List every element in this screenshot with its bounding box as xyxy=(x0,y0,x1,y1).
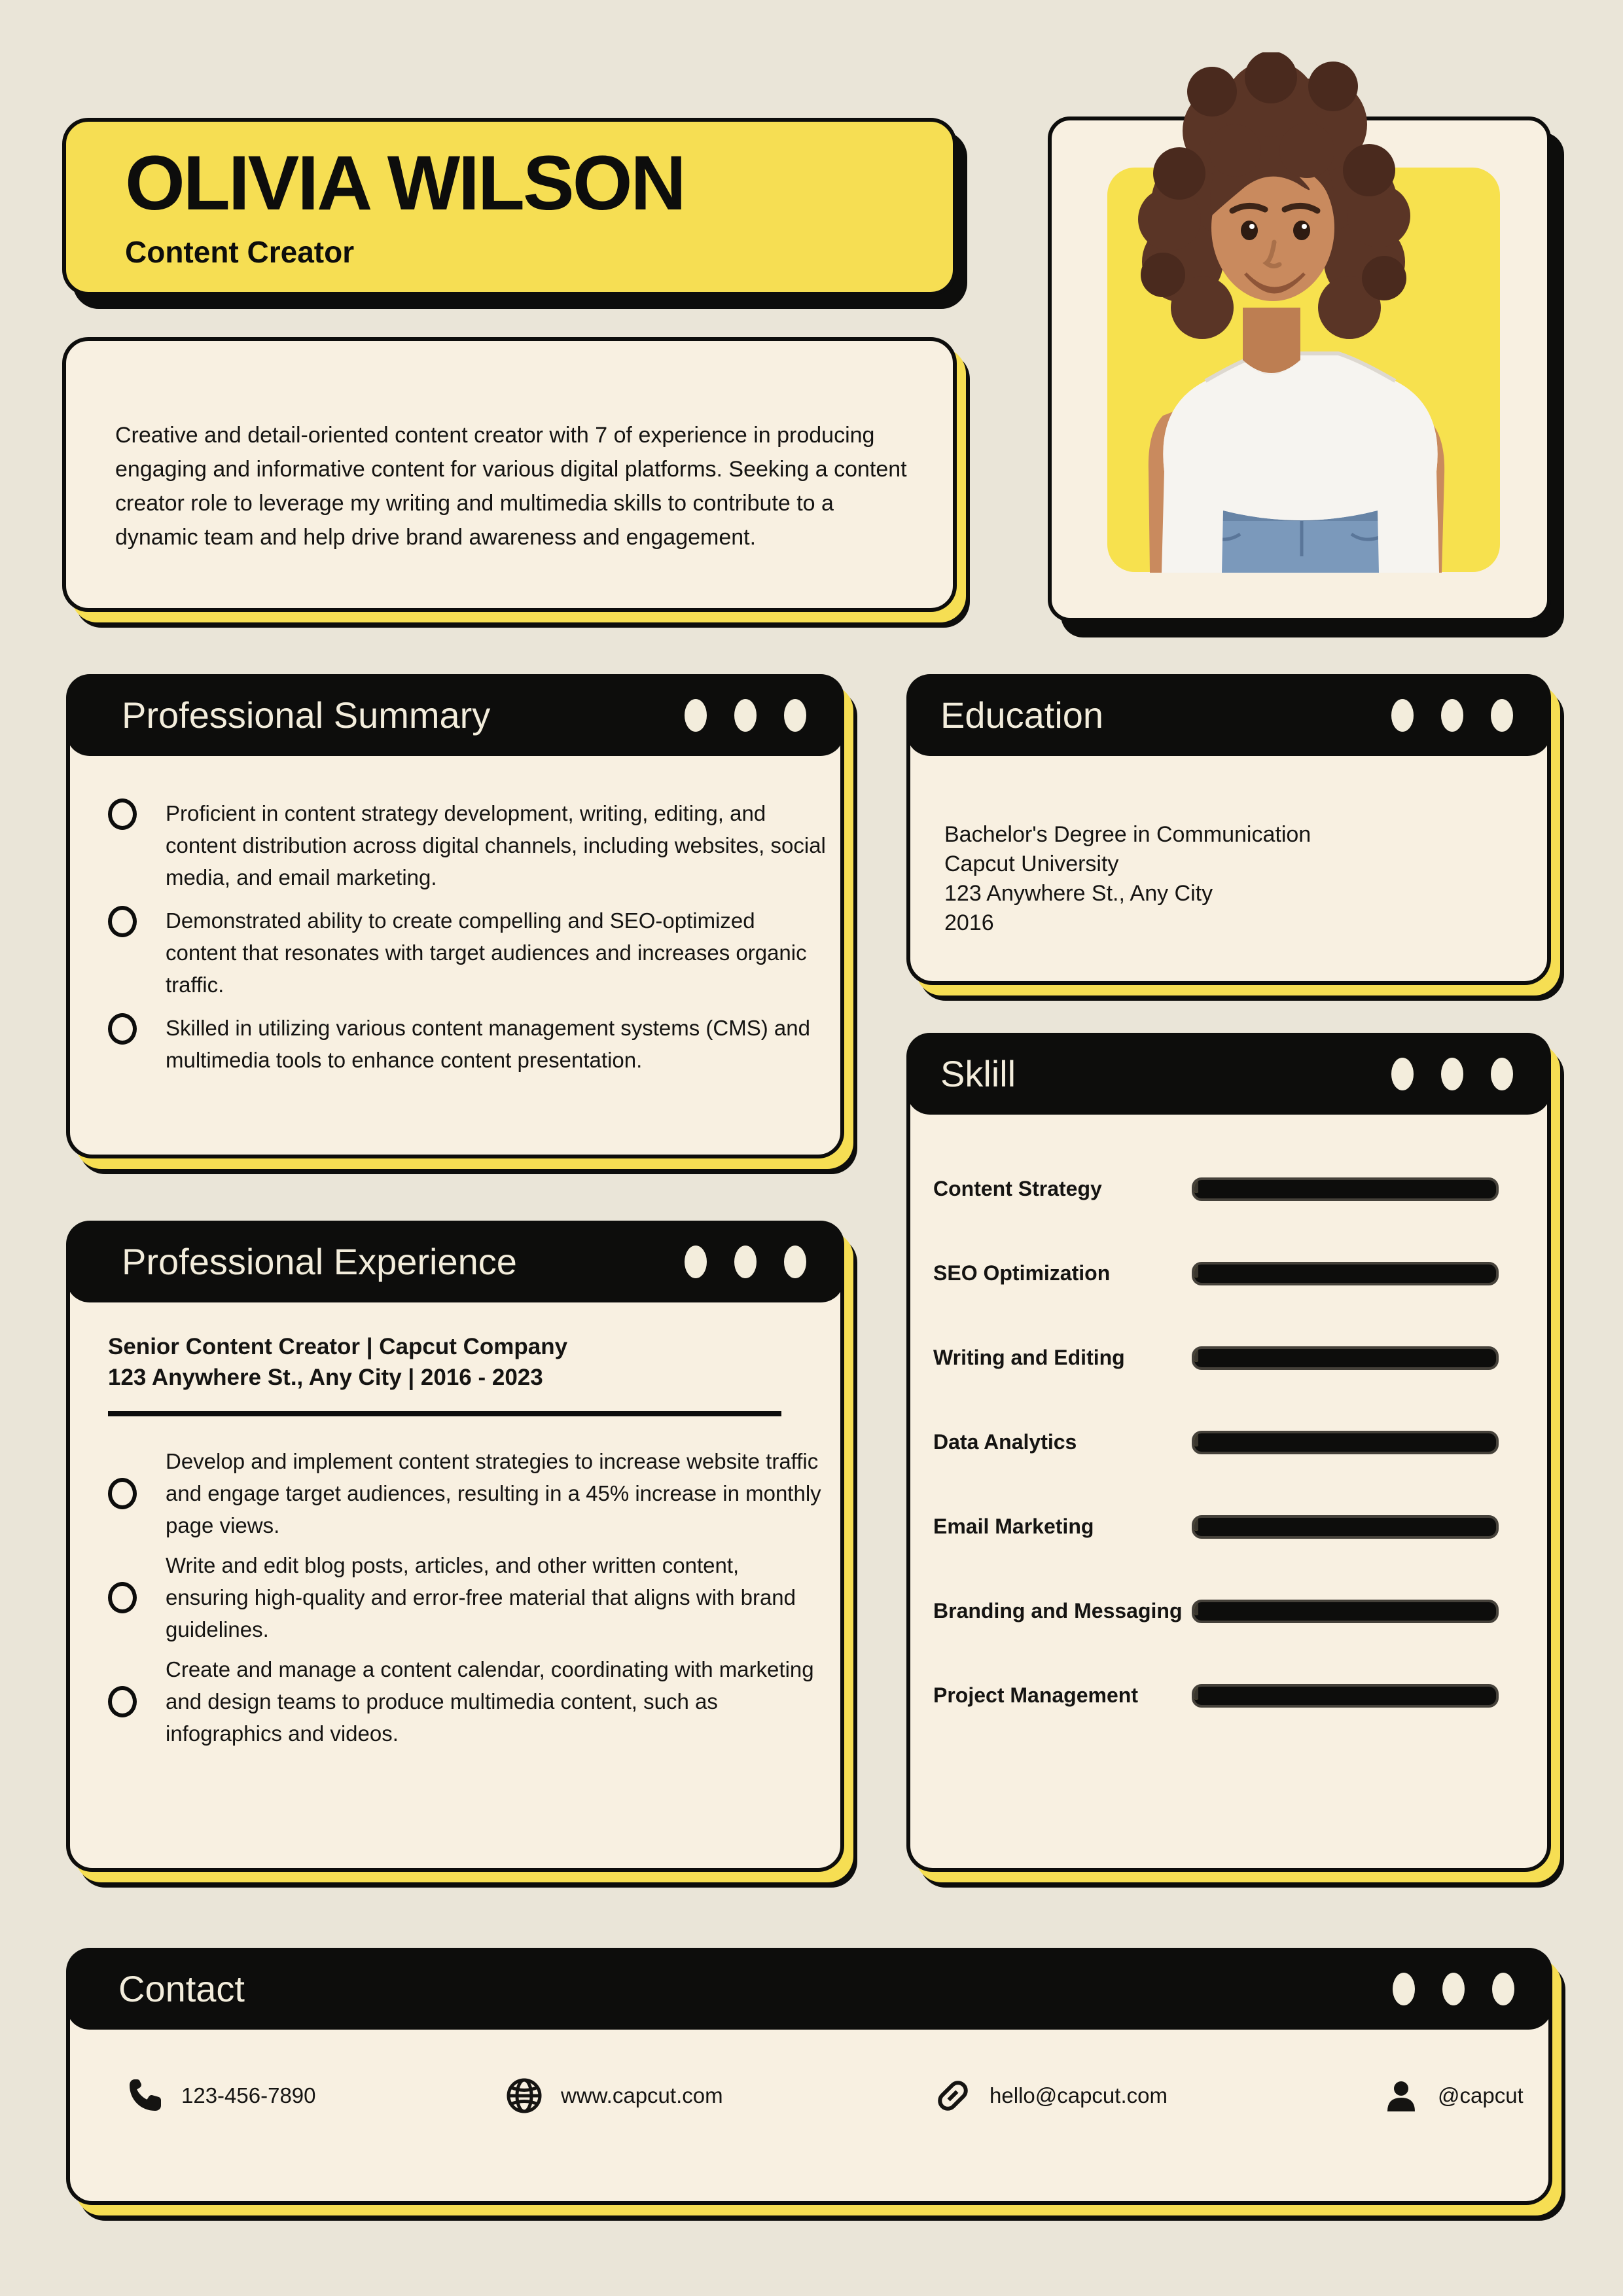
skill-row xyxy=(933,1569,1514,1653)
contact-header xyxy=(66,1948,1552,2030)
skill-bar-fill xyxy=(1194,1178,1198,1193)
window-dot-icon xyxy=(1391,699,1414,732)
skill-label: Email Marketing xyxy=(933,1515,1094,1538)
list-item xyxy=(108,1653,840,1749)
experience-meta: 123 Anywhere St., Any City | 2016 - 2023 xyxy=(108,1365,543,1390)
skill-row xyxy=(933,1316,1514,1400)
circle-bullet-icon xyxy=(108,798,137,830)
skill-label: SEO Optimization xyxy=(933,1261,1111,1285)
window-dot-icon xyxy=(685,1246,707,1278)
job-title: Content Creator xyxy=(125,235,355,270)
window-dot-icon xyxy=(1391,1058,1414,1090)
contact-phone xyxy=(125,2076,316,2115)
experience-bullets xyxy=(108,1445,840,1749)
summary-title: Professional Summary xyxy=(122,694,491,736)
window-dot-icon xyxy=(784,699,806,732)
skill-row xyxy=(933,1653,1514,1738)
skill-bar-fill xyxy=(1194,1263,1198,1278)
window-dot-icon xyxy=(1491,699,1513,732)
contact-items xyxy=(70,2076,1548,2122)
window-dot-icon xyxy=(734,1246,757,1278)
education-header xyxy=(906,674,1551,756)
skill-bar xyxy=(1192,1177,1499,1201)
contact-website-text: www.capcut.com xyxy=(561,2083,723,2108)
summary-section xyxy=(66,674,844,1158)
education-school: Capcut University xyxy=(944,852,1119,876)
experience-bullet-text: Create and manage a content calendar, coordinating with marketing and design teams to produce multimedia content, such as infographics and videos. xyxy=(166,1657,814,1746)
summary-bullet-text: Demonstrated ability to create compelling and SEO-optimized content that resonates with target audiences and increases organic traffic. xyxy=(166,908,807,997)
skills-list xyxy=(910,1037,1547,1738)
divider xyxy=(108,1411,781,1416)
about-text: Creative and detail-oriented content creator with 7 of experience in producing engaging and informative content for various digital platforms. Seeking a content creator role to leverage my writing and multimedia skills to contribute to a dynamic team and help drive brand awareness and engagement. xyxy=(115,423,907,550)
education-section xyxy=(906,674,1551,985)
skill-bar-fill xyxy=(1194,1347,1198,1362)
skill-row xyxy=(933,1147,1514,1231)
window-dot-icon xyxy=(1441,699,1463,732)
skill-row xyxy=(933,1484,1514,1569)
skill-bar xyxy=(1192,1515,1499,1539)
list-item xyxy=(108,1549,840,1645)
circle-bullet-icon xyxy=(108,1478,137,1509)
window-dots xyxy=(685,1246,806,1278)
about-card xyxy=(62,337,957,612)
skill-label: Data Analytics xyxy=(933,1430,1077,1454)
user-icon xyxy=(1382,2076,1421,2115)
window-dot-icon xyxy=(734,699,757,732)
circle-bullet-icon xyxy=(108,1013,137,1045)
contact-handle xyxy=(1382,2076,1524,2115)
skill-bar xyxy=(1192,1262,1499,1285)
experience-bullet-text: Write and edit blog posts, articles, and other written content, ensuring high-quality and error-free material that aligns with brand guidelines. xyxy=(166,1553,796,1641)
name-card xyxy=(62,118,957,296)
skills-header xyxy=(906,1033,1551,1115)
contact-handle-text: @capcut xyxy=(1438,2083,1524,2108)
skill-bar xyxy=(1192,1431,1499,1454)
education-year: 2016 xyxy=(944,910,994,935)
skill-bar xyxy=(1192,1346,1499,1370)
skill-bar-fill xyxy=(1194,1600,1198,1615)
contact-website xyxy=(505,2076,723,2115)
skill-bar-fill xyxy=(1194,1431,1198,1446)
skill-label: Branding and Messaging xyxy=(933,1599,1183,1623)
window-dot-icon xyxy=(1492,1973,1514,2005)
contact-section xyxy=(66,1948,1552,2205)
person-name: OLIVIA WILSON xyxy=(125,140,685,226)
globe-icon xyxy=(505,2076,544,2115)
list-item xyxy=(108,905,840,1001)
window-dots xyxy=(1391,1058,1513,1090)
education-title: Education xyxy=(940,694,1104,736)
window-dot-icon xyxy=(685,699,707,732)
education-address: 123 Anywhere St., Any City xyxy=(944,881,1213,906)
education-degree: Bachelor's Degree in Communication xyxy=(944,822,1311,847)
window-dot-icon xyxy=(1491,1058,1513,1090)
contact-phone-text: 123-456-7890 xyxy=(181,2083,316,2108)
circle-bullet-icon xyxy=(108,1582,137,1613)
summary-bullet-text: Skilled in utilizing various content management systems (CMS) and multimedia tools to enhance content presentation. xyxy=(166,1016,810,1072)
experience-body xyxy=(70,1225,840,1749)
window-dots xyxy=(1393,1973,1514,2005)
window-dots xyxy=(1391,699,1513,732)
skill-row xyxy=(933,1231,1514,1316)
profile-photo xyxy=(1071,52,1529,573)
experience-bullet-text: Develop and implement content strategies to increase website traffic and engage target audiences, resulting in a 45% increase in monthly page views. xyxy=(166,1449,821,1537)
skill-bar xyxy=(1192,1684,1499,1708)
window-dot-icon xyxy=(1393,1973,1415,2005)
skill-row xyxy=(933,1400,1514,1484)
window-dot-icon xyxy=(784,1246,806,1278)
skills-title: Sklill xyxy=(940,1053,1016,1094)
skill-label: Project Management xyxy=(933,1683,1138,1707)
list-item xyxy=(108,1445,840,1541)
list-item xyxy=(108,1012,840,1076)
experience-title: Professional Experience xyxy=(122,1241,517,1282)
window-dots xyxy=(685,699,806,732)
photo-card xyxy=(1048,117,1551,622)
contact-email-text: hello@capcut.com xyxy=(990,2083,1168,2108)
skill-label: Writing and Editing xyxy=(933,1346,1125,1369)
experience-role: Senior Content Creator | Capcut Company xyxy=(108,1334,568,1359)
experience-section xyxy=(66,1221,844,1872)
list-item xyxy=(108,797,840,893)
phone-icon xyxy=(125,2076,164,2115)
link-icon xyxy=(933,2076,972,2115)
window-dot-icon xyxy=(1442,1973,1465,2005)
skill-bar-fill xyxy=(1194,1516,1198,1531)
skill-bar xyxy=(1192,1600,1499,1623)
summary-header xyxy=(66,674,844,756)
circle-bullet-icon xyxy=(108,1686,137,1717)
contact-email xyxy=(933,2076,1168,2115)
skill-label: Content Strategy xyxy=(933,1177,1102,1200)
skills-section xyxy=(906,1033,1551,1872)
skill-bar-fill xyxy=(1194,1685,1198,1700)
summary-bullet-text: Proficient in content strategy development, writing, editing, and content distribution across digital channels, including websites, social media, and email marketing. xyxy=(166,801,826,889)
window-dot-icon xyxy=(1441,1058,1463,1090)
contact-title: Contact xyxy=(118,1968,245,2009)
experience-header xyxy=(66,1221,844,1302)
circle-bullet-icon xyxy=(108,906,137,937)
